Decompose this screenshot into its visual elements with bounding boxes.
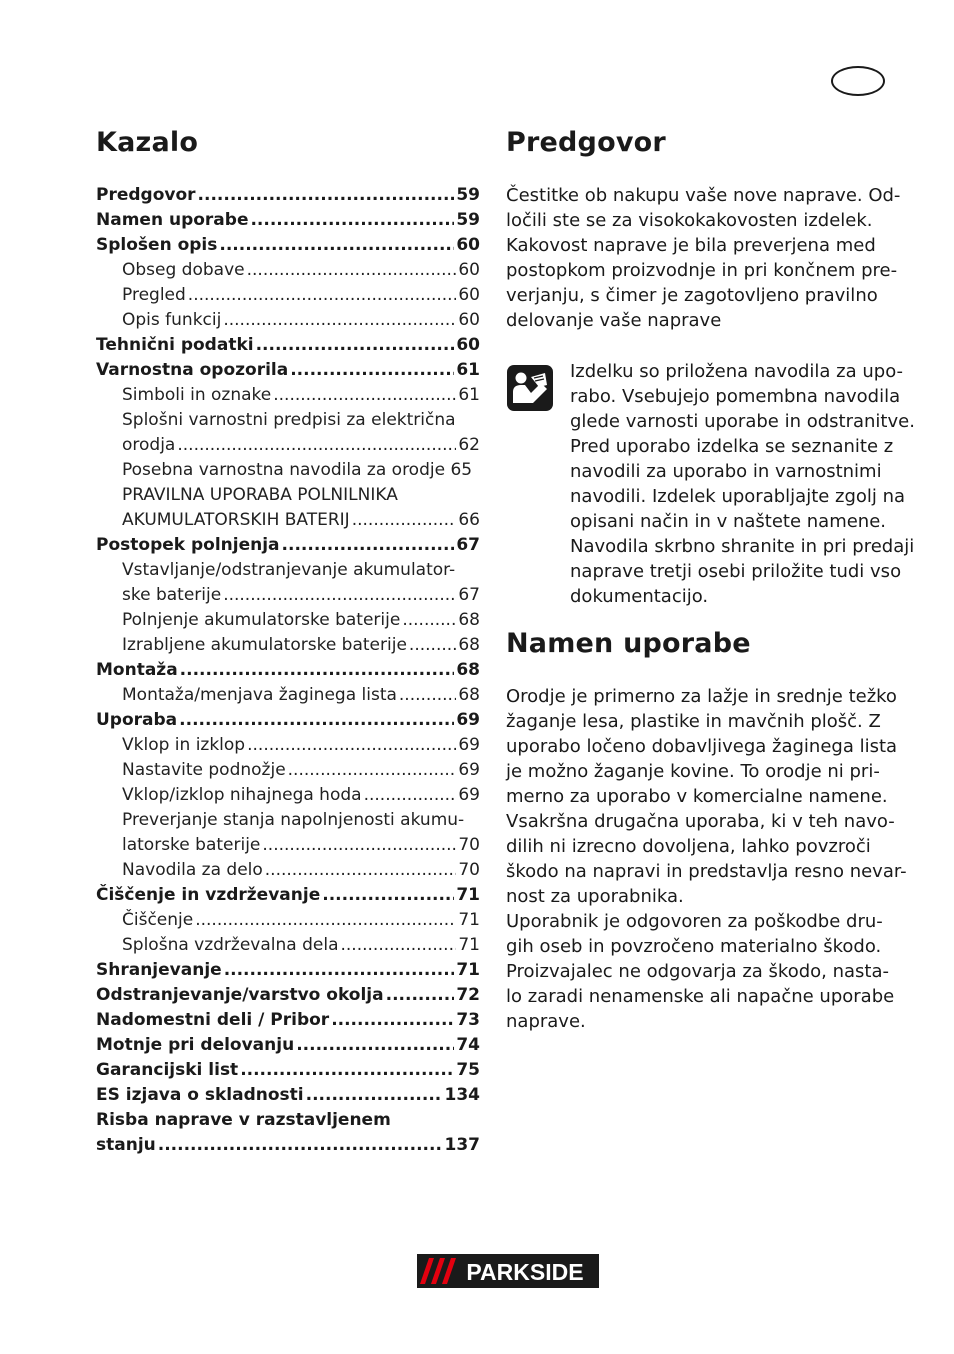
toc-entry [96,783,480,808]
toc-entry-title: Čiščenje in vzdrževanje [96,885,321,905]
toc-entry [96,208,480,233]
toc-leader-dots [195,908,456,933]
toc-leader-dots [158,1133,443,1158]
toc-entry-page: 69 [456,710,480,730]
toc-entry-title: Preverjanje stanja napolnjenosti akumu- [122,810,465,830]
toc-entry-title: stanju [96,1135,156,1155]
foreword-title: Predgovor [506,127,666,158]
text-line: navodili. Izdelek uporabljajte zgolj na [570,486,906,507]
toc-entry-page: 59 [456,210,480,230]
toc-entry-page: 71 [458,910,480,930]
text-line: dilih ni izrecno dovoljena, lahko povzroči [506,836,871,857]
toc-leader-dots [250,208,454,233]
toc-leader-dots [223,583,456,608]
toc-leader-dots [265,858,457,883]
text-line: naprave. [506,1011,586,1032]
toc-leader-dots [262,833,456,858]
toc-entry-title: Vstavljanje/odstranjevanje akumulator- [122,560,456,580]
toc-leader-dots [386,983,455,1008]
toc-entry-page: 67 [456,535,480,555]
toc-entry [96,1033,480,1058]
toc-entry-page: 70 [458,860,480,880]
toc-entry [96,483,480,508]
toc-entry-page: 67 [458,585,480,605]
toc-entry-title: Shranjevanje [96,960,222,980]
toc-entry [96,983,480,1008]
text-line: naprave tretji osebi priložite tudi vso [570,561,902,582]
toc-entry-page: 134 [444,1085,480,1105]
toc-leader-dots [223,308,456,333]
text-line: Čestitke ob nakupu vaše nove naprave. Od- [506,185,901,206]
toc-entry-title: Vklop in izklop [122,735,246,755]
text-line: je možno žaganje kovine. To orodje ni pri- [506,761,880,782]
toc-entry [96,1133,480,1158]
toc-entry-title: Polnjenje akumulatorske baterije [122,610,401,630]
text-line: Uporabnik je odgovoren za poškodbe dru- [506,911,883,932]
toc-entry [96,383,480,408]
toc-entry [96,408,480,433]
text-line: verjanju, s čimer je zagotovljeno pravilno [506,285,878,306]
toc-entry-title: Simboli in oznake [122,385,272,405]
toc-entry-title: ske baterije [122,585,222,605]
text-line: lo zaradi nenamenske ali napačne uporabe [506,986,895,1007]
toc-entry-title: Čiščenje [122,910,194,930]
toc-entry [96,583,480,608]
toc-entry [96,1083,480,1108]
text-line: postopkom proizvodnje in pri končnem pre- [506,260,898,281]
toc-leader-dots [409,633,456,658]
toc-entry-title: Vklop/izklop nihajnega hoda [122,785,362,805]
toc-entry [96,1058,480,1083]
intended-use-title: Namen uporabe [506,628,751,659]
toc-entry [96,183,480,208]
toc-entry-page: 71 [456,885,480,905]
toc-entry-page: 68 [456,660,480,680]
toc-entry [96,633,480,658]
toc-entry [96,608,480,633]
toc-entry-page: 68 [458,610,480,630]
text-line: gih oseb in povzročeno materialno škodo. [506,936,882,957]
toc-entry-page: 71 [456,960,480,980]
toc-entry [96,258,480,283]
toc-entry-page: 73 [456,1010,480,1030]
toc-leader-dots [219,233,454,258]
toc-entry-page: 75 [456,1060,480,1080]
toc-leader-dots [224,958,455,983]
read-manual-icon [507,365,553,411]
toc-entry [96,758,480,783]
toc-leader-dots [341,933,457,958]
toc-entry [96,308,480,333]
toc-entry [96,458,480,483]
toc-title: Kazalo [96,127,199,158]
toc-entry-page: 60 [456,335,480,355]
table-of-contents [96,183,480,1158]
toc-entry [96,533,480,558]
toc-entry-title: Nadomestni deli / Pribor [96,1010,330,1030]
language-code-badge [831,66,885,96]
toc-leader-dots [179,708,454,733]
toc-leader-dots [198,183,455,208]
toc-leader-dots [322,883,454,908]
text-line: rabo. Vsebujejo pomembna navodila [570,386,901,407]
toc-leader-dots [273,383,456,408]
toc-entry-title: Montaža [96,660,178,680]
toc-entry-page: 68 [458,635,480,655]
toc-entry-title: Navodila za delo [122,860,263,880]
toc-entry [96,733,480,758]
toc-entry-title: Risba naprave v razstavljenem [96,1110,391,1130]
toc-entry-title: Splošen opis [96,235,218,255]
toc-leader-dots [188,283,457,308]
toc-entry-page: 62 [458,435,480,455]
toc-entry-title: Namen uporabe [96,210,249,230]
text-line: Orodje je primerno za lažje in srednje težko [506,686,897,707]
toc-leader-dots [352,508,457,533]
toc-entry [96,283,480,308]
intended-use-paragraph [506,684,907,1034]
toc-leader-dots [240,1058,454,1083]
toc-entry-page: 60 [456,235,480,255]
toc-leader-dots [256,333,455,358]
toc-entry [96,683,480,708]
toc-entry-title: PRAVILNA UPORABA POLNILNIKA [122,485,398,505]
toc-entry [96,558,480,583]
toc-entry [96,1008,480,1033]
toc-entry-page: 69 [458,760,480,780]
toc-entry-title: AKUMULATORSKIH BATERIJ [122,510,350,530]
toc-entry-page: 59 [456,185,480,205]
toc-entry-title: Izrabljene akumulatorske baterije [122,635,407,655]
text-line: nost za uporabnika. [506,886,684,907]
text-line: Proizvajalec ne odgovarja za škodo, nasta- [506,961,889,982]
toc-entry-title: Posebna varnostna navodila za orodje 65 [122,460,473,480]
text-line: dokumentacijo. [570,586,709,607]
toc-entry [96,708,480,733]
text-line: merno za uporabo v komercialne namene. [506,786,888,807]
toc-entry [96,833,480,858]
parkside-logo [417,1254,599,1288]
toc-entry-title: ES izjava o skladnosti [96,1085,304,1105]
toc-entry-page: 71 [458,935,480,955]
foreword-paragraph [506,183,901,333]
toc-entry-page: 61 [456,360,480,380]
toc-leader-dots [247,733,456,758]
toc-entry-page: 68 [458,685,480,705]
text-line: navodili za uporabo in varnostnimi [570,461,882,482]
toc-entry-page: 61 [458,385,480,405]
text-line: opisani način in v naštete namene. [570,511,887,532]
toc-leader-dots [180,658,455,683]
toc-entry [96,358,480,383]
toc-leader-dots [247,258,457,283]
text-line: škodo na napravi in predstavlja resno nevar- [506,861,907,882]
toc-entry [96,858,480,883]
toc-entry-page: 69 [458,785,480,805]
toc-entry [96,808,480,833]
toc-entry [96,908,480,933]
text-line: Vsakršna drugačna uporaba, ki v teh navo- [506,811,895,832]
toc-entry [96,233,480,258]
toc-entry [96,958,480,983]
toc-entry [96,883,480,908]
toc-entry-title: Uporaba [96,710,178,730]
logo-wordmark: PARKSIDE [466,1259,584,1285]
toc-entry-title: Varnostna opozorila [96,360,289,380]
toc-entry [96,333,480,358]
toc-entry-title: Motnje pri delovanju [96,1035,295,1055]
toc-entry-title: Odstranjevanje/varstvo okolja [96,985,384,1005]
toc-leader-dots [306,1083,443,1108]
toc-leader-dots [402,608,456,633]
toc-leader-dots [290,358,454,383]
toc-entry-page: 70 [458,835,480,855]
toc-entry [96,658,480,683]
text-line: Pred uporabo izdelka se seznanite z [570,436,894,457]
toc-entry-page: 60 [458,285,480,305]
text-line: Kakovost naprave je bila preverjena med [506,235,876,256]
toc-entry-page: 137 [444,1135,480,1155]
text-line: uporabo ločeno dobavljivega žaginega lista [506,736,898,757]
toc-entry-title: Splošna vzdrževalna dela [122,935,339,955]
toc-entry-title: orodja [122,435,176,455]
text-line: Izdelku so priložena navodila za upo- [570,361,904,382]
toc-entry-title: Postopek polnjenja [96,535,280,555]
toc-entry [96,1108,480,1133]
text-line: Navodila skrbno shranite in pri predaji [570,536,915,557]
toc-entry-title: Montaža/menjava žaginega lista [122,685,397,705]
toc-entry-title: Predgovor [96,185,196,205]
toc-entry-title: latorske baterije [122,835,261,855]
toc-entry-page: 60 [458,260,480,280]
toc-leader-dots [364,783,457,808]
toc-entry-title: Opis funkcij [122,310,222,330]
toc-entry-title: Tehnični podatki [96,335,254,355]
toc-entry-page: 74 [456,1035,480,1055]
safety-note-paragraph [570,359,915,609]
toc-entry-title: Obseg dobave [122,260,245,280]
toc-leader-dots [177,433,456,458]
toc-entry-title: Nastavite podnožje [122,760,286,780]
text-line: žaganje lesa, plastike in mavčnih plošč. Z [506,711,881,732]
toc-entry-page: 66 [458,510,480,530]
toc-entry-title: Garancijski list [96,1060,239,1080]
text-line: delovanje vaše naprave [506,310,722,331]
toc-entry [96,933,480,958]
toc-leader-dots [288,758,457,783]
toc-entry-page: 72 [456,985,480,1005]
toc-entry [96,508,480,533]
toc-entry-page: 60 [458,310,480,330]
toc-entry-title: Splošni varnostni predpisi za električna [122,410,456,430]
toc-entry [96,433,480,458]
toc-entry-title: Pregled [122,285,186,305]
toc-leader-dots [331,1008,454,1033]
text-line: glede varnosti uporabe in odstranitve. [570,411,915,432]
toc-leader-dots [282,533,455,558]
text-line: ločili ste se za visokokakovosten izdelek. [506,210,873,231]
toc-entry-page: 69 [458,735,480,755]
toc-leader-dots [399,683,456,708]
toc-leader-dots [296,1033,454,1058]
